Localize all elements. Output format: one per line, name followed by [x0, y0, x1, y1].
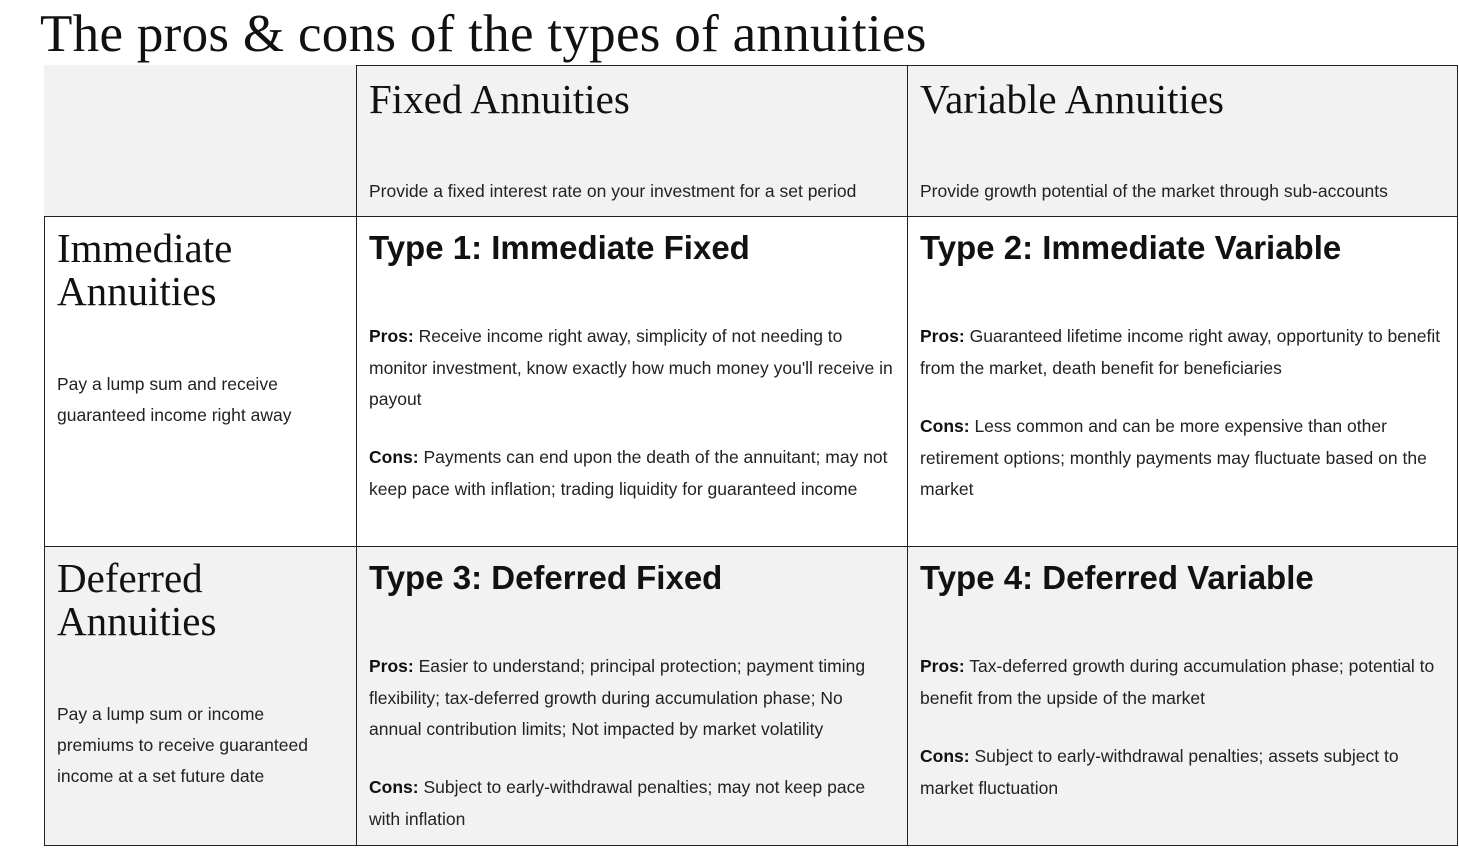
row-title-deferred-line1: Deferred [57, 555, 203, 601]
type-4-pros [920, 651, 1445, 714]
type-1-pros-label: Pros: [369, 326, 414, 346]
type-2-cons-label: Cons: [920, 416, 970, 436]
column-description-variable: Provide growth potential of the market through sub-accounts [920, 181, 1388, 201]
table-corner-cell [44, 65, 357, 216]
type-3-cons-label: Cons: [369, 777, 419, 797]
row-title-immediate [57, 227, 232, 313]
type-4-cons-label: Cons: [920, 746, 970, 766]
column-title-fixed: Fixed Annuities [369, 76, 630, 122]
type-4-cons-text: Subject to early-withdrawal penalties; assets subject to market fluctuation [920, 746, 1399, 798]
type-1-cons [369, 442, 894, 505]
type-4-title: Type 4: Deferred Variable [920, 559, 1314, 596]
type-1-title: Type 1: Immediate Fixed [369, 229, 750, 266]
type-3-pros-text: Easier to understand; principal protection; payment timing flexibility; tax-deferred growth during accumulation phase; No annual contribution limits; Not impacted by market volatility [369, 656, 866, 739]
row-title-deferred [57, 557, 216, 643]
type-2-title: Type 2: Immediate Variable [920, 229, 1342, 266]
type-2-cell [908, 216, 1458, 546]
annuities-comparison-table [44, 65, 1458, 846]
type-1-pros-text: Receive income right away, simplicity of not needing to monitor investment, know exactly how much money you'll receive in payout [369, 326, 893, 409]
column-header-variable [908, 65, 1458, 216]
type-1-cons-label: Cons: [369, 447, 419, 467]
type-3-title: Type 3: Deferred Fixed [369, 559, 723, 596]
row-header-immediate [44, 216, 357, 546]
row-title-deferred-line2: Annuities [57, 598, 217, 644]
row-description-deferred: Pay a lump sum or income premiums to receive guaranteed income at a set future date [57, 704, 308, 786]
type-3-cell [357, 546, 908, 846]
column-description-fixed: Provide a fixed interest rate on your investment for a set period [369, 181, 857, 201]
type-4-cell [908, 546, 1458, 846]
type-4-pros-label: Pros: [920, 656, 965, 676]
page-title: The pros & cons of the types of annuities [40, 5, 927, 63]
row-title-immediate-line2: Annuities [57, 268, 217, 314]
type-3-cons-text: Subject to early-withdrawal penalties; may not keep pace with inflation [369, 777, 866, 829]
row-header-deferred [44, 546, 357, 846]
type-1-cons-text: Payments can end upon the death of the annuitant; may not keep pace with inflation; trading liquidity for guaranteed income [369, 447, 888, 499]
type-4-pros-text: Tax-deferred growth during accumulation phase; potential to benefit from the upside of the market [920, 656, 1435, 708]
type-3-pros [369, 651, 894, 746]
row-description-immediate: Pay a lump sum and receive guaranteed income right away [57, 374, 292, 425]
type-1-pros [369, 321, 894, 416]
type-2-cons [920, 411, 1445, 506]
type-2-pros-label: Pros: [920, 326, 965, 346]
column-title-variable: Variable Annuities [920, 76, 1225, 122]
type-3-cons [369, 772, 894, 835]
row-title-immediate-line1: Immediate [57, 225, 233, 271]
type-3-pros-label: Pros: [369, 656, 414, 676]
type-1-cell [357, 216, 908, 546]
type-4-cons [920, 741, 1445, 804]
type-2-cons-text: Less common and can be more expensive than other retirement options; monthly payments may fluctuate based on the market [920, 416, 1427, 499]
type-2-pros [920, 321, 1445, 384]
column-header-fixed [357, 65, 908, 216]
type-2-pros-text: Guaranteed lifetime income right away, opportunity to benefit from the market, death benefit for beneficiaries [920, 326, 1441, 378]
